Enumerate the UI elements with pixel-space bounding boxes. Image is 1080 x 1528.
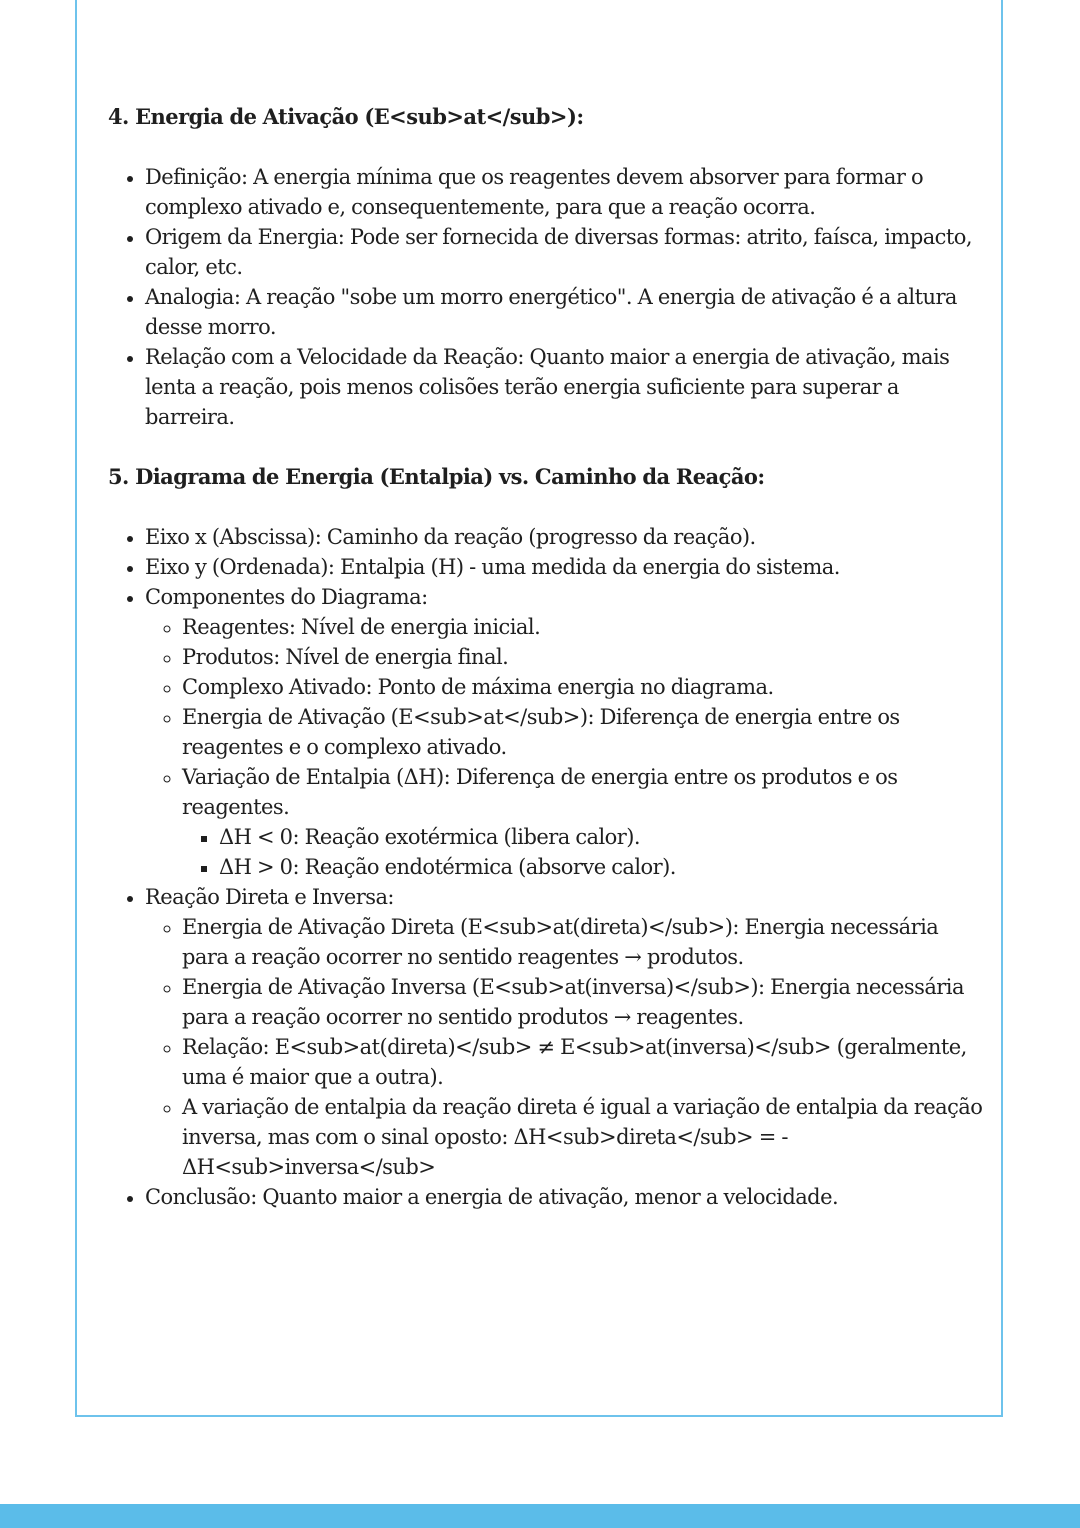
list-item: ◦ Produtos: Nível de energia final. xyxy=(182,642,988,672)
list-item: ◦ Complexo Ativado: Ponto de máxima energia no diagrama. xyxy=(182,672,988,702)
list-item: ▪ ΔH > 0: Reação endotérmica (absorve calor). xyxy=(219,852,988,882)
list-item: ▪ ΔH < 0: Reação exotérmica (libera calor). xyxy=(219,822,988,852)
list-item: ◦ Relação: E<sub>at(direta)</sub> ≠ E<sub>at(inversa)</sub> (geralmente, uma é maior que a outra). xyxy=(182,1032,988,1092)
direta-inversa-label: Reação Direta e Inversa: xyxy=(145,885,394,909)
list-item-y-axis: • Eixo y (Ordenada): Entalpia (H) - uma medida da energia do sistema. xyxy=(145,552,988,582)
list-item-components xyxy=(145,582,988,882)
section-4-list xyxy=(108,162,988,432)
list-item: • Definição: A energia mínima que os reagentes devem absorver para formar o complexo ativado e, consequentemente, para que a reação ocorra. xyxy=(145,162,988,222)
list-item: • Origem da Energia: Pode ser fornecida de diversas formas: atrito, faísca, impacto, calor, etc. xyxy=(145,222,988,282)
components-label: Componentes do Diagrama: xyxy=(145,585,428,609)
list-item-conclusao: • Conclusão: Quanto maior a energia de ativação, menor a velocidade. xyxy=(145,1182,988,1212)
bottom-bar xyxy=(0,1504,1080,1528)
list-item: ◦ Energia de Ativação Direta (E<sub>at(direta)</sub>): Energia necessária para a reação ocorrer no sentido reagentes → produtos. xyxy=(182,912,988,972)
list-item: ◦ Energia de Ativação Inversa (E<sub>at(inversa)</sub>): Energia necessária para a reação ocorrer no sentido produtos → reagentes. xyxy=(182,972,988,1032)
list-item: ◦ Energia de Ativação (E<sub>at</sub>): Diferença de energia entre os reagentes e o complexo ativado. xyxy=(182,702,988,762)
list-item: ◦ Reagentes: Nível de energia inicial. xyxy=(182,612,988,642)
section-5-heading: 5. Diagrama de Energia (Entalpia) vs. Caminho da Reação: xyxy=(108,464,765,489)
entalpia-sublist xyxy=(182,822,988,882)
list-item-entalpia xyxy=(182,762,988,882)
list-item: ◦ A variação de entalpia da reação direta é igual a variação de entalpia da reação inversa, mas com o sinal oposto: ΔH<sub>direta</sub> = - ΔH<sub>inversa</sub> xyxy=(182,1092,988,1182)
section-4-heading: 4. Energia de Ativação (E<sub>at</sub>): xyxy=(108,104,584,129)
components-sublist xyxy=(145,612,988,882)
list-item-x-axis: • Eixo x (Abscissa): Caminho da reação (progresso da reação). xyxy=(145,522,988,552)
list-item: • Analogia: A reação "sobe um morro energético". A energia de ativação é a altura desse morro. xyxy=(145,282,988,342)
list-item: • Relação com a Velocidade da Reação: Quanto maior a energia de ativação, mais lenta a reação, pois menos colisões terão energia suficiente para superar a barreira. xyxy=(145,342,988,432)
entalpia-text: Variação de Entalpia (ΔH): Diferença de energia entre os produtos e os reagentes. xyxy=(182,765,898,819)
list-item-direta-inversa xyxy=(145,882,988,1182)
section-5-list xyxy=(108,522,988,1212)
document-content xyxy=(108,102,988,1242)
direta-inversa-sublist xyxy=(145,912,988,1182)
